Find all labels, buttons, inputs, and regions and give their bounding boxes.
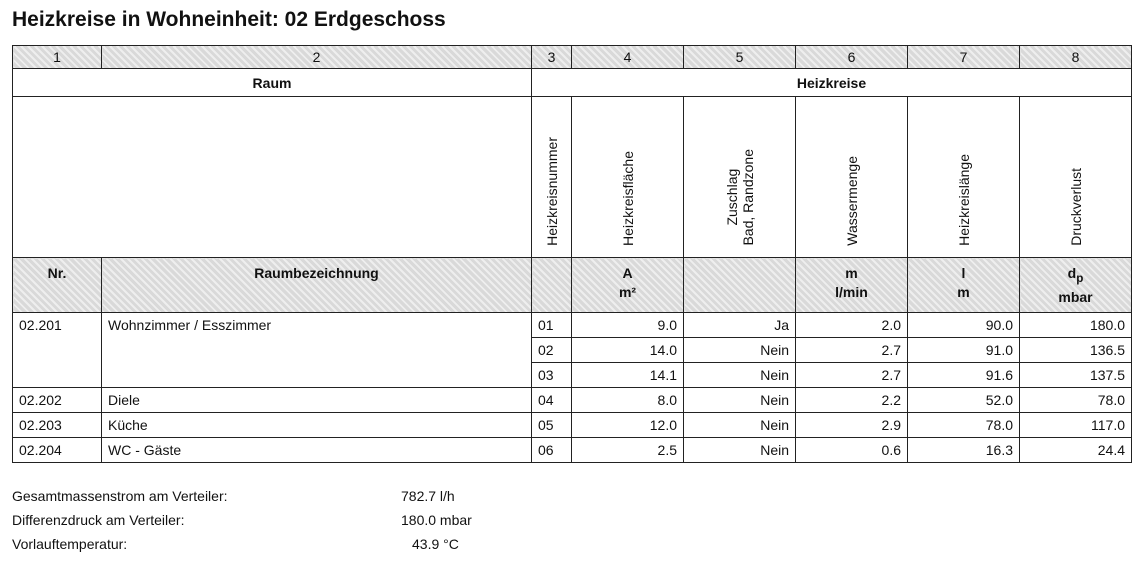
circuit-length: 52.0 bbox=[908, 388, 1020, 413]
summary-label: Vorlauftemperatur: bbox=[12, 536, 128, 552]
circuit-area: 12.0 bbox=[572, 413, 684, 438]
circuit-pressure-loss: 117.0 bbox=[1020, 413, 1132, 438]
circuit-pressure-loss: 78.0 bbox=[1020, 388, 1132, 413]
circuit-area: 14.0 bbox=[572, 338, 684, 363]
summary-label: Differenzdruck am Verteiler: bbox=[12, 512, 185, 528]
circuit-number: 04 bbox=[532, 388, 572, 413]
circuit-pressure-loss: 24.4 bbox=[1020, 438, 1132, 463]
summary-label: Gesamtmassenstrom am Verteiler: bbox=[12, 488, 228, 504]
circuit-number: 02 bbox=[532, 338, 572, 363]
circuit-length: 91.6 bbox=[908, 363, 1020, 388]
circuit-flow: 2.9 bbox=[796, 413, 908, 438]
table-row bbox=[13, 388, 1132, 413]
circuit-area: 8.0 bbox=[572, 388, 684, 413]
header-druckverlust: Druckverlust bbox=[1020, 97, 1132, 258]
circuit-area: 9.0 bbox=[572, 313, 684, 338]
header-heizkreislaenge: Heizkreislänge bbox=[908, 97, 1020, 258]
circuit-number: 03 bbox=[532, 363, 572, 388]
circuit-length: 91.0 bbox=[908, 338, 1020, 363]
group-header-heizkreise: Heizkreise bbox=[532, 69, 1132, 97]
circuit-length: 16.3 bbox=[908, 438, 1020, 463]
vertical-header-row bbox=[13, 97, 1132, 258]
circuit-pressure-loss: 136.5 bbox=[1020, 338, 1132, 363]
column-number: 6 bbox=[796, 46, 908, 69]
circuit-area: 2.5 bbox=[572, 438, 684, 463]
column-number: 8 bbox=[1020, 46, 1132, 69]
room-number: 02.202 bbox=[13, 388, 102, 413]
unit-druck: $d_p$ mbar bbox=[1020, 258, 1132, 313]
column-number: 3 bbox=[532, 46, 572, 69]
circuit-surcharge: Nein bbox=[684, 413, 796, 438]
header-heizkreisnummer: Heizkreisnummer bbox=[532, 97, 572, 258]
room-name: Küche bbox=[102, 413, 532, 438]
table-row bbox=[13, 313, 1132, 338]
circuit-pressure-loss: 137.5 bbox=[1020, 363, 1132, 388]
unit-empty bbox=[532, 258, 572, 313]
column-number: 1 bbox=[13, 46, 102, 69]
heating-circuits-table bbox=[12, 45, 1132, 463]
column-number: 7 bbox=[908, 46, 1020, 69]
page-title: Heizkreise in Wohneinheit: 02 Erdgeschoss bbox=[12, 8, 446, 31]
room-name: Wohnzimmer / Esszimmer bbox=[102, 313, 532, 388]
circuit-flow: 2.7 bbox=[796, 338, 908, 363]
column-number: 2 bbox=[102, 46, 532, 69]
circuit-flow: 2.0 bbox=[796, 313, 908, 338]
room-number: 02.201 bbox=[13, 313, 102, 388]
header-raumbezeichnung: Raumbezeichnung bbox=[102, 258, 532, 313]
room-name: Diele bbox=[102, 388, 532, 413]
summary-value: 180.0 mbar bbox=[401, 512, 472, 528]
header-heizkreisflaeche: Heizkreisfläche bbox=[572, 97, 684, 258]
empty-header-cell bbox=[13, 97, 532, 258]
unit-empty bbox=[684, 258, 796, 313]
circuit-surcharge: Nein bbox=[684, 363, 796, 388]
column-number: 4 bbox=[572, 46, 684, 69]
units-header-row bbox=[13, 258, 1132, 313]
header-zuschlag: Zuschlag Bad, Randzone bbox=[684, 97, 796, 258]
summary-value: 782.7 l/h bbox=[401, 488, 455, 504]
circuit-length: 78.0 bbox=[908, 413, 1020, 438]
circuit-surcharge: Nein bbox=[684, 388, 796, 413]
column-number-row bbox=[13, 46, 1132, 69]
circuit-surcharge: Nein bbox=[684, 338, 796, 363]
group-header-row bbox=[13, 69, 1132, 97]
circuit-number: 05 bbox=[532, 413, 572, 438]
room-number: 02.203 bbox=[13, 413, 102, 438]
circuit-length: 90.0 bbox=[908, 313, 1020, 338]
unit-wasser: m l/min bbox=[796, 258, 908, 313]
unit-flaeche: A m² bbox=[572, 258, 684, 313]
circuit-flow: 2.2 bbox=[796, 388, 908, 413]
circuit-pressure-loss: 180.0 bbox=[1020, 313, 1132, 338]
circuit-surcharge: Nein bbox=[684, 438, 796, 463]
circuit-surcharge: Ja bbox=[684, 313, 796, 338]
unit-laenge: l m bbox=[908, 258, 1020, 313]
circuit-number: 06 bbox=[532, 438, 572, 463]
room-number: 02.204 bbox=[13, 438, 102, 463]
column-number: 5 bbox=[684, 46, 796, 69]
group-header-raum: Raum bbox=[13, 69, 532, 97]
table-row bbox=[13, 438, 1132, 463]
table-row bbox=[13, 413, 1132, 438]
summary-value: 43.9 °C bbox=[412, 536, 459, 552]
circuit-flow: 0.6 bbox=[796, 438, 908, 463]
circuit-number: 01 bbox=[532, 313, 572, 338]
circuit-area: 14.1 bbox=[572, 363, 684, 388]
header-wassermenge: Wassermenge bbox=[796, 97, 908, 258]
room-name: WC - Gäste bbox=[102, 438, 532, 463]
header-nr: Nr. bbox=[13, 258, 102, 313]
circuit-flow: 2.7 bbox=[796, 363, 908, 388]
